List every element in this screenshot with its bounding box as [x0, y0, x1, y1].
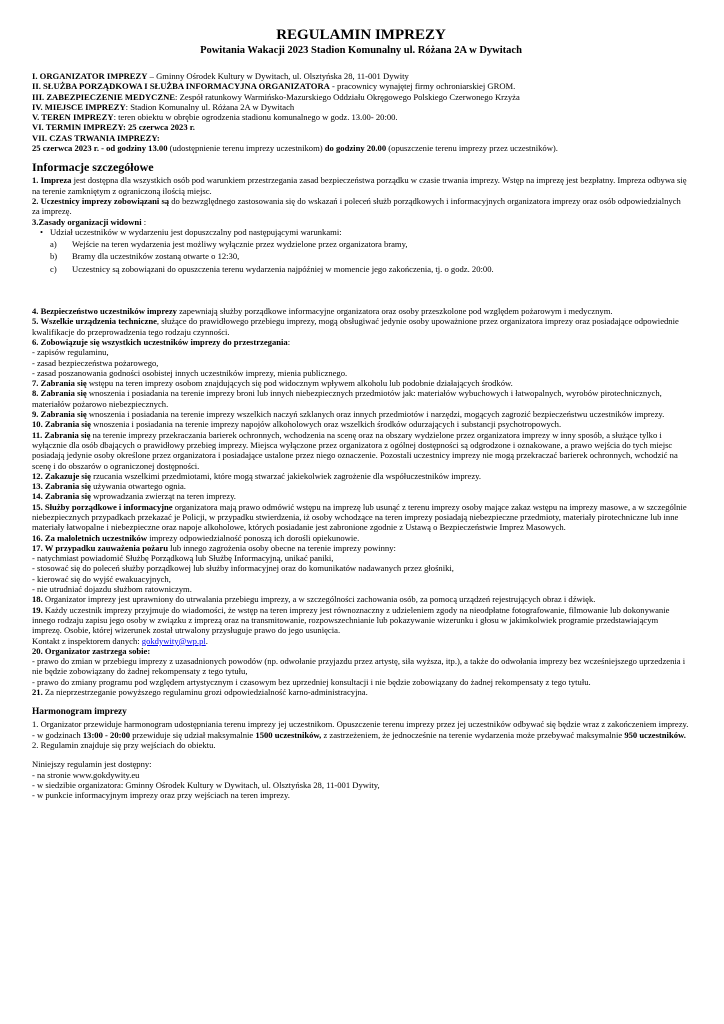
- schedule-2: 2. Regulamin znajduje się przy wejściach do obiektu.: [32, 739, 216, 750]
- schedule-1-capacity: - w godzinach 13:00 - 20:00 przewiduje się udział maksymalnie 1500 uczestników, z zastrzeżeniem, że jednocześnie na terenie wydarzenia może przebywać maksymalnie 950 uczestników.: [32, 729, 686, 740]
- info-security-service: II. SŁUŻBA PORZĄDKOWA I SŁUŻBA INFORMACYJNA ORGANIZATORA - pracownicy wynajętej firmy ochroniarskiej GROM.: [32, 81, 516, 92]
- info-medical: III. ZABEZPIECZENIE MEDYCZNE: Zespół ratunkowy Warmińsko-Mazurskiego Oddziału Okręgowego Polskiego Czerwonego Krzyża: [32, 91, 520, 102]
- document-subtitle: Powitania Wakacji 2023 Stadion Komunalny ul. Różana 2A w Dywitach: [200, 45, 522, 56]
- rule-3-item-a: a) Wejście na teren wydarzenia jest możliwy wyłącznie przez wydzielone przez organizatora bramy,: [50, 239, 408, 250]
- rule-20-item: - prawo do zmiany programu pod względem artystycznym i czasowym bez uprzedniej konsultacji i nie będzie zobowiązany do żadnej rekompensaty z tego tytułu.: [32, 676, 591, 687]
- info-duration-label: VII. CZAS TRWANIA IMPREZY:: [32, 132, 160, 143]
- rule-10: 10. Zabrania się wnoszenia i posiadania na terenie imprezy napojów alkoholowych oraz wszelkich środków odurzających i substancji psychotropowych.: [32, 419, 562, 430]
- rule-14: 14. Zabrania się wprowadzania zwierząt na teren imprezy.: [32, 491, 236, 502]
- info-venue: IV. MIEJSCE IMPREZY: Stadion Komunalny ul. Różana 2A w Dywitach: [32, 101, 295, 112]
- rule-13: 13. Zabrania się używania otwartego ognia.: [32, 481, 186, 492]
- spacer: [32, 274, 690, 306]
- rule-17-item: - nie utrudniać dojazdu służbom ratowniczym.: [32, 584, 192, 595]
- rule-9: 9. Zabrania się wnoszenia i posiadania na terenie imprezy wszelkich naczyń szklanych oraz innych przedmiotów i narzędzi, mogących zagrozić bezpieczeństwu uczestników imprezy.: [32, 409, 665, 420]
- rule-20-heading: 20. Organizator zastrzega sobie:: [32, 645, 151, 656]
- info-area: V. TEREN IMPREZY: teren obiektu w obrębie ogrodzenia stadionu komunalnego w godz. 13.00- 20:00.: [32, 112, 398, 123]
- availability-item: - w punkcie informacyjnym imprezy oraz przy wejściach na teren imprezy.: [32, 790, 290, 801]
- rule-6-item: - zasad bezpieczeństwa pożarowego,: [32, 357, 159, 368]
- availability-item: - w siedzibie organizatora: Gminny Ośrodek Kultury w Dywitach, ul. Olsztyńska 28, 11-001 Dywity,: [32, 779, 380, 790]
- availability-item: - na stronie www.gokdywity.eu: [32, 769, 140, 780]
- rule-5: 5. Wszelkie urządzenia techniczne, służące do prawidłowego przebiegu imprezy, mogą obsługiwać jedynie osoby upoważnione przez organizatora imprezy oraz posiadające odpowiednie kwalifikacje do przeprowadzenia tego rodzaju czynności.: [32, 316, 679, 337]
- rule-17-item: - kierować się do wyjść ewakuacyjnych,: [32, 573, 171, 584]
- document-title: REGULAMIN IMPREZY: [276, 27, 446, 43]
- data-inspector-email-link[interactable]: gokdywity@wp.pl: [141, 635, 206, 646]
- rule-17-item: - natychmiast powiadomić Służbę Porządkową lub Służbę Informacyjną, unikać paniki,: [32, 553, 334, 564]
- schedule-1: 1. Organizator przewiduje harmonogram udostępniania terenu imprezy jej uczestnikom. Opuszczenie terenu imprezy przez jej uczestników odbywać się będzie wraz z zakończeniem imprezy.: [32, 719, 689, 730]
- info-duration-value: 25 czerwca 2023 r. - od godziny 13.00 (udostępnienie terenu imprezy uczestnikom) do godziny 20.00 (opuszczenie terenu imprezy przez uczestników).: [32, 143, 558, 154]
- rule-12: 12. Zakazuje się rzucania wszelkimi przedmiotami, które mogą stwarzać jakiekolwiek zagrożenie dla współuczestników imprezy.: [32, 470, 482, 481]
- info-date: VI. TERMIN IMPREZY: 25 czerwca 2023 r.: [32, 122, 195, 133]
- event-info-block: [32, 71, 690, 153]
- rule-20-item: - prawo do zmian w przebiegu imprezy z uzasadnionych powodów (np. odwołanie przyjazdu przez artystę, siła wyższa, itp.), a także do odwołania imprezy bez wcześniejszego uprzedzenia i nie będzie zobowiązany do żadnej rekompensaty z tego tytułu,: [32, 656, 686, 677]
- rule-2: 2. Uczestnicy imprezy zobowiązani są do bezwzględnego zastosowania się do wskazań i poleceń służb porządkowych i informacyjnych organizatora imprezy oraz osób odpowiedzialnych za imprezę.: [32, 195, 681, 217]
- rule-6-item: - zasad poszanowania godności osobistej innych uczestników imprezy, mienia publicznego.: [32, 367, 348, 378]
- rule-3-heading: 3.Zasady organizacji widowni :: [32, 216, 147, 227]
- info-organizer: I. ORGANIZATOR IMPREZY – Gminny Ośrodek Kultury w Dywitach, ul. Olsztyńska 28, 11-001 Dywity: [32, 71, 409, 81]
- rule-7: 7. Zabrania się wstępu na teren imprezy osobom znajdujących się pod widocznym wpływem alkoholu lub podobnie działających środków.: [32, 378, 513, 389]
- rule-6-item: - zapisów regulaminu,: [32, 347, 109, 358]
- spacer: [32, 697, 690, 706]
- rule-11: 11. Zabrania się na terenie imprezy przekraczania barierek ochronnych, wchodzenia na scenę oraz na obszary wydzielone przez organizatora imprezy w inny sposób, a służące tylko i wyłącznie dla osób dbających o prawidłowy przebieg imprezy. Miejsca wyłączone przez organizatora z ogólnej dostępności są odgrodzone i oznakowane, a prawo wejścia do tych miejsc posiadają jedynie osoby określone przez organizatora i posiadające ustalone przez niego oznaczenie. Pozostali uczestnicy imprezy nie mogą przekraczać barierek ochronnych, wchodzić na scenę i do obszarów o ograniczonej dostępności.: [32, 429, 678, 471]
- rule-3-item-c: c) Uczestnicy są zobowiązani do opuszczenia terenu wydarzenia najpóźniej w momencie jego zakończenia, tj. o godz. 20:00.: [50, 263, 494, 274]
- rule-18: 18. Organizator imprezy jest uprawniony do utrwalania przebiegu imprezy, a w szczególności zachowania osób, za pomocą urządzeń rejestrujących obraz i dźwięk.: [32, 594, 596, 605]
- availability-heading: Niniejszy regulamin jest dostępny:: [32, 759, 152, 770]
- rule-8: 8. Zabrania się wnoszenia i posiadania na terenie imprezy broni lub innych niebezpiecznych przedmiotów jak: materiałów wybuchowych i łatwopalnych, wyrobów pirotechnicznych, materiałów pożarowo niebezpiecznych.: [32, 388, 662, 409]
- spacer: [32, 750, 690, 759]
- rule-17-item: - stosować się do poleceń służby porządkowej lub służby informacyjnej oraz do komunikatów nadawanych przez głośniki,: [32, 563, 454, 574]
- rule-3-item-b: b) Bramy dla uczestników zostaną otwarte o 12:30,: [50, 251, 240, 262]
- rule-6-heading: 6. Zobowiązuje się wszystkich uczestników imprezy do przestrzegania:: [32, 336, 291, 347]
- rule-4: 4. Bezpieczeństwo uczestników imprezy zapewniają służby porządkowe informacyjne organizatora oraz osoby przeszkolone pod względem pożarowym i medycznym.: [32, 306, 613, 317]
- rule-3-bullet: • Udział uczestników w wydarzeniu jest dopuszczalny pod następującymi warunkami:: [32, 227, 690, 237]
- rule-19: 19. Każdy uczestnik imprezy przyjmuje do wiadomości, że wstęp na teren imprezy jest równoznaczny z udzieleniem zgody na nieodpłatne fotografowanie, filmowanie lub dokonywanie innego rodzaju zapisu jego osoby w związku z imprezą oraz na transmitowanie, rozpowszechnianie lub pokazywanie wizerunku i głosu w jakimkolwiek programie przedstawiającym imprezę. Osobie, której wizerunek został utrwalony przysługuje prawo do jego usunięcia.: [32, 604, 670, 636]
- rule-21: 21. Za nieprzestrzeganie powyższego regulaminu grozi odpowiedzialność karno-administracyjna.: [32, 687, 368, 698]
- schedule-heading: Harmonogram imprezy: [32, 707, 127, 718]
- details-heading: Informacje szczegółowe: [32, 160, 154, 175]
- rule-17-heading: 17. W przypadku zauważenia pożaru lub innego zagrożenia osoby obecne na terenie imprezy powinny:: [32, 542, 396, 553]
- rule-15: 15. Służby porządkowe i informacyjne organizatora mają prawo odmówić wstępu na imprezę lub usunąć z terenu imprezy osoby mające zakaz wstępu na imprezy masowe, a w szczególnie niebezpiecznych przypadkach przekazać je Policji, w przypadku stwierdzenia, iż osoby wchodzące na teren imprezy posiadają niebezpieczne przedmioty, materiały pirotechniczne lub inne materiały łatwopalne i niebezpieczne oraz napoje alkoholowe, których posiadanie jest zabronione zgodnie z Ustawą o Bezpieczeństwie Imprez Masowych.: [32, 501, 687, 533]
- rule-16: 16. Za małoletnich uczestników imprezy odpowiedzialność ponoszą ich dorośli opiekunowie.: [32, 532, 360, 543]
- rule-1: 1. Impreza jest dostępna dla wszystkich osób pod warunkiem przestrzegania zasad bezpieczeństwa porządku w czasie trwania imprezy. Wstęp na imprezę jest bezpłatny. Impreza odbywa się na terenie zamkniętym z ograniczoną ilością miejsc.: [32, 175, 687, 196]
- rule-19-contact: Kontakt z inspektorem danych: gokdywity@wp.pl.: [32, 635, 208, 646]
